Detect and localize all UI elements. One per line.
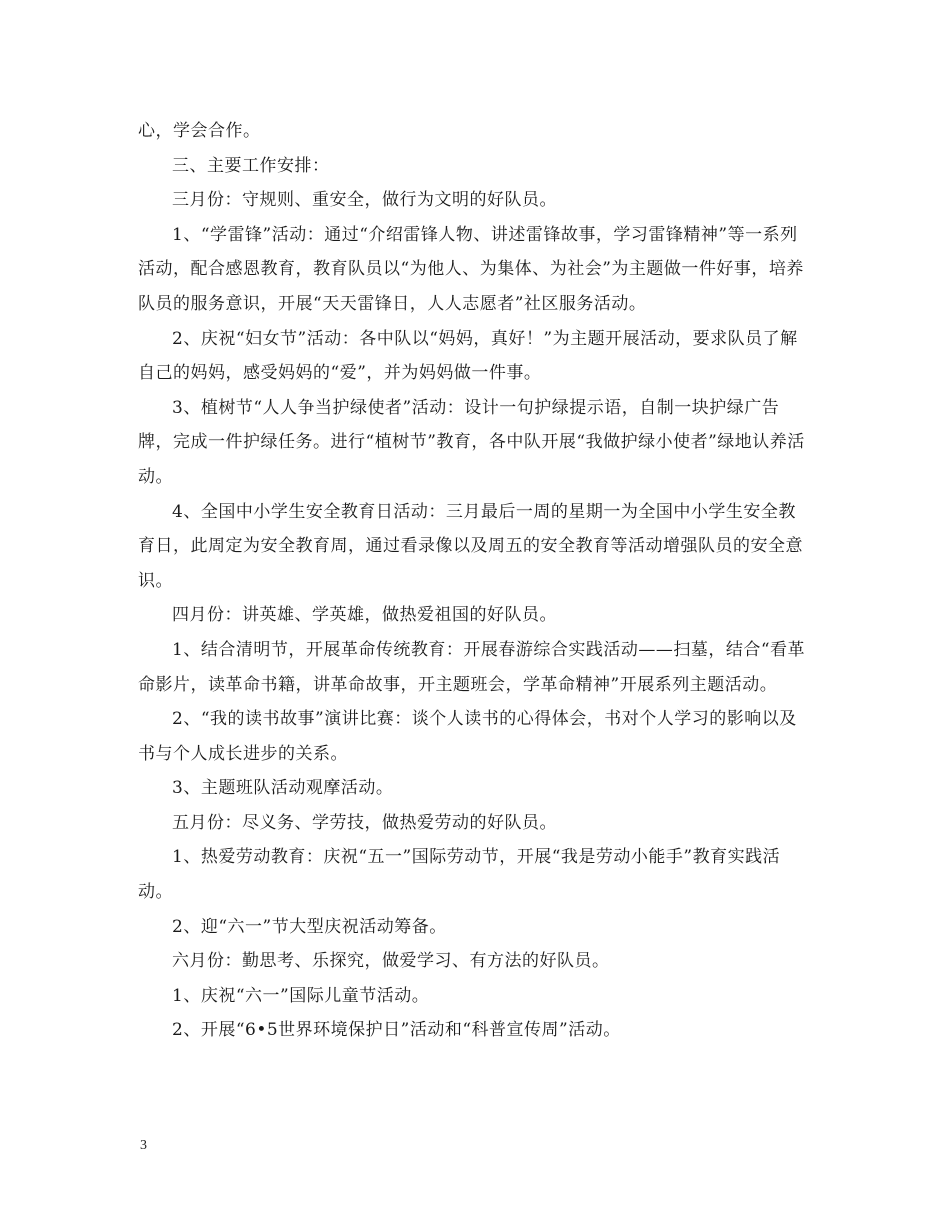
paragraph-april-item-3: 3、主题班队活动观摩活动。 [172,778,394,799]
paragraph-may-item-2: 2、迎“六一”节大型庆祝活动筹备。 [172,916,447,937]
paragraph-april-item-2: 2、“我的读书故事”演讲比赛：谈个人读书的心得体会，书对个人学习的影响以及书与个人成长进步的关系。 [138,709,797,764]
paragraph-june-item-1: 1、庆祝“六一”国际儿童节活动。 [172,985,430,1006]
month-heading-march: 三月份：守规则、重安全，做行为文明的好队员。 [172,190,557,211]
document-body [138,114,810,1048]
month-heading-april: 四月份：讲英雄、学英雄，做热爱祖国的好队员。 [172,605,557,626]
section-heading-work-plan: 三、主要工作安排： [172,155,330,176]
paragraph-march-item-1: 1、“学雷锋”活动：通过“介绍雷锋人物、讲述雷锋故事，学习雷锋精神”等一系列活动，配合感恩教育，教育队员以“为他人、为集体、为社会”为主题做一件好事，培养队员的服务意识，开展“天天雷锋日，人人志愿者”社区服务活动。 [138,224,804,314]
month-heading-may: 五月份：尽义务、学劳技，做热爱劳动的好队员。 [172,812,557,833]
paragraph-may-item-1: 1、热爱劳动教育：庆祝“五一”国际劳动节，开展“我是劳动小能手”教育实践活动。 [138,847,781,903]
paragraph-march-item-3: 3、植树节“人人争当护绿使者”活动：设计一句护绿提示语，自制一块护绿广告牌，完成一件护绿任务。进行“植树节”教育，各中队开展“我做护绿小使者”绿地认养活动。 [138,397,805,487]
paragraph-april-item-1: 1、结合清明节，开展革命传统教育：开展春游综合实践活动——扫墓，结合“看革命影片，读革命书籍，讲革命故事，开主题班会，学革命精神”开展系列主题活动。 [138,639,806,695]
paragraph-march-item-2: 2、庆祝“妇女节”活动：各中队以“妈妈，真好！”为主题开展活动，要求队员了解自己的妈妈，感受妈妈的“爱”，并为妈妈做一件事。 [138,328,798,384]
page-number: 3 [140,1138,147,1153]
month-heading-june: 六月份：勤思考、乐探究，做爱学习、有方法的好队员。 [172,951,610,972]
paragraph-march-item-4: 4、全国中小学生安全教育日活动：三月最后一周的星期一为全国中小学生安全教育日，此周定为安全教育周，通过看录像以及周五的安全教育等活动增强队员的安全意识。 [138,501,803,591]
paragraph-continuation: 心，学会合作。 [138,121,261,141]
paragraph-june-item-2: 2、开展“6•5世界环境保护日”活动和“科普宣传周”活动。 [172,1020,621,1041]
